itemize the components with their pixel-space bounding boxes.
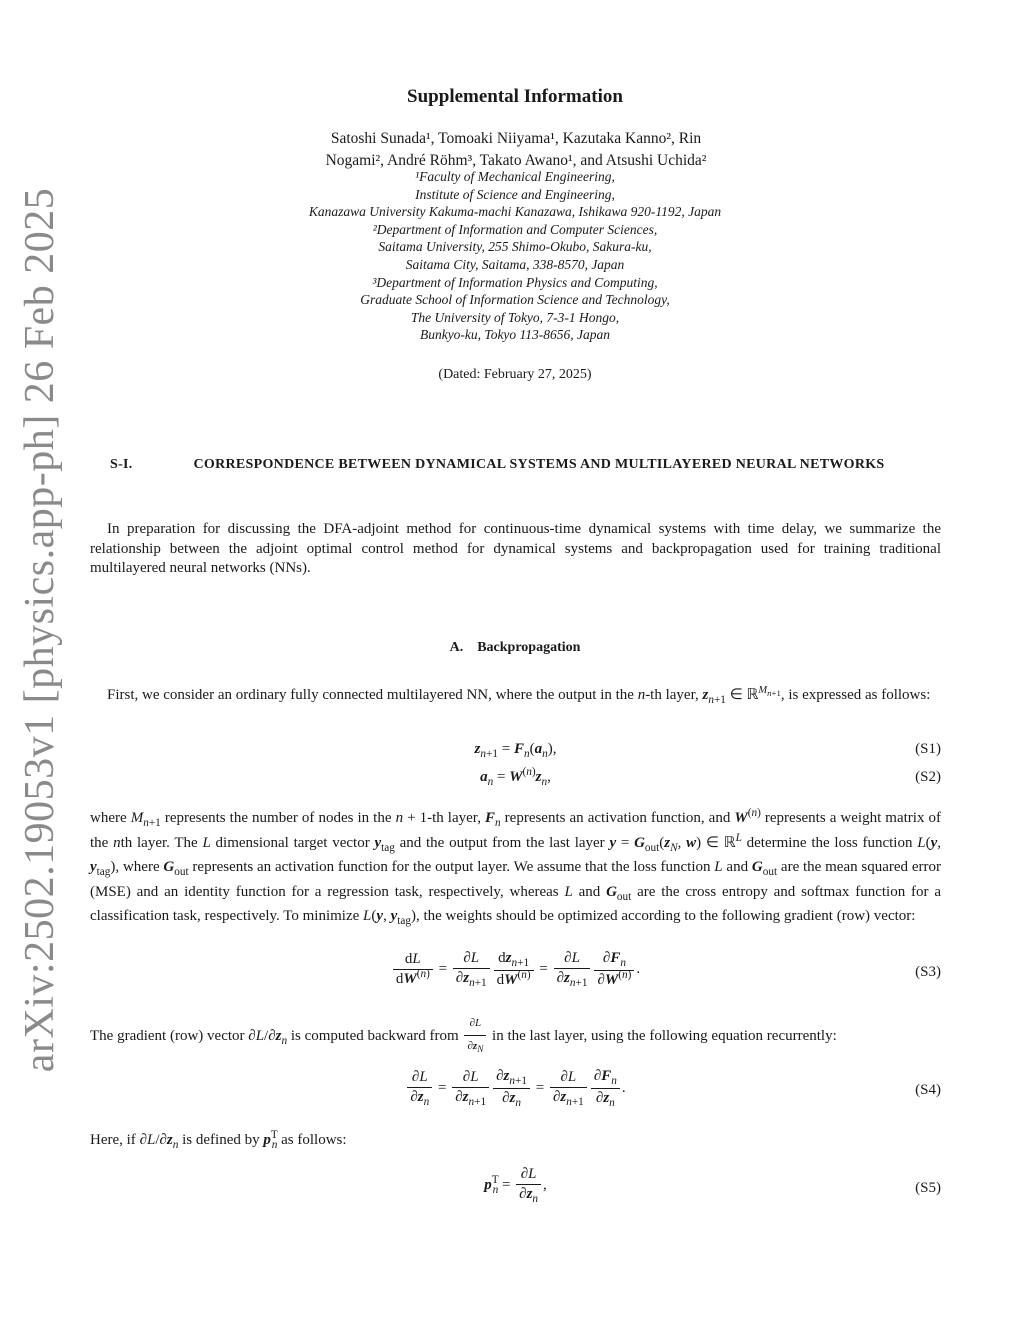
- author-line: Satoshi Sunada¹, Tomoaki Niiyama¹, Kazutaka Kanno², Rin: [330, 130, 702, 147]
- section-number: S-I.: [110, 457, 133, 472]
- affiliation-line: ¹Faculty of Mechanical Engineering,: [415, 169, 615, 184]
- equation-s4: $\frac{\partial L}{\partial z_n}$ = $\frac{\partial L}{\partial z_{n+1}}$ $\frac{\partial z_{n+1}}{\partial z_n}$ = $\frac{\partial L}{\partial z_{n+1}}$ $\frac{\partial F_n}{\partial z_n}$ . (S4): [90, 1068, 941, 1120]
- affiliation-line: ³Department of Information Physics and Computing,: [372, 274, 658, 290]
- paragraph-gradient: The gradient (row) vector $\partial L/\partial z_n$ is computed backward from $\frac{\partial L}{\partial z_N}$ in the last layer, using the following equation recurrently:: [90, 1014, 941, 1059]
- paragraph-loss-definition: where $M_{n+1}$ represents the number of nodes in the n + 1-th layer, $F_n$ represents an activation function, and $W^{(n)}$ represents a weight matrix of the nth layer. The L dimensional target vector $y_{tag}$ and the output from the last layer $y = G_{out}(z_N$, w) ∈ ℝ$^L$ determine the loss function L(y, $y_{tag}$), where $G_{out}$ represents an activation function for the output layer. We assume that the loss function L and $G_{out}$ are the mean squared error (MSE) and an identity function for a regression task, respectively, whereas L and $G_{out}$ are the cross entropy and softmax function for a classification task, respectively. To minimize L(y, $y_{tag}$), the weights should be optimized according to the following gradient (row) vector:: [90, 807, 941, 928]
- equation-tag: (S3): [915, 964, 941, 980]
- equation-tag: (S2): [915, 769, 941, 785]
- paper-page: arXiv:2502.19053v1 [physics.app-ph] 26 Feb 2025 Supplemental Information Satoshi Sunada¹, Tomoaki Niiyama¹, Kazutaka Kanno², Rin Nogami², André Röhm³, Takato Awano¹, and Atsushi Uchida² ¹Faculty of Mechanical Engineering, Institute of Science and Engineering, Kanazawa University Kakuma-machi Kanazawa, Ishikawa 920-1192, Japan ²Department of Information and Computer Sciences, Saitama University, 255 Shimo-Okubo, Sakura-ku, Saitama City, Saitama, 338-8570, Japan ³Department of Information Physics and Computing, Graduate School of Information Science and Technology, The University of Tokyo, 7-3-1 Hongo, Bunkyo-ku, Tokyo 113-8656, Japan (Dated: February 27, 2025) S-I. CORRESPONDENCE BETWEEN DYNAMICAL SYSTEMS AND MULTILAYERED NEURAL NETWORKS In preparation for discussing the DFA-adjoint method for continuous-time dynamical systems with time delay, we summarize the relationship between the adjoint optimal control method for dynamical systems and backpropagation used for training traditional multilayered neural networks (NNs). A. Backpropagation First, we consider an ordinary fully connected multilayered NN, where the output in the n-th layer, $z_{n+1}$ ∈ ℝ$^{M_{n+1}}$, is expressed as follows: $z_{n+1} = F_n(a_n)$, (S1) $a_n = W^{(n)}z_n$, (S2) where $M_{n+1}$ represents the number of nodes in the n + 1-th layer, $F_n$ represents an activation function, and $W^{(n)}$ represents a weight matrix of the nth layer. The L dimensional target vector $y_{tag}$ and the output from the last layer $y = G_{out}(z_N$, w) ∈ ℝ$^L$ determine the loss function L(y, $y_{tag}$), where $G_{out}$ represents an activation function for the output layer. We assume that the loss function L and $G_{out}$ are the mean squared error (MSE) and an identity function for a regression task, respectively, whereas L and $G_{out}$ are the cross entropy and softmax function for a classification task, respectively. To minimize L(y, $y_{tag}$), the weights should be optimized according to the following gradient (row) vector: $\frac{dL}{dW^{(n)}}$ = $\frac{\partial L}{\partial z_{n+1}}$ $\frac{dz_{n+1}}{dW^{(n)}}$ = $\frac{\partial L}{\partial z_{n+1}}$ $\frac{\partial F_n}{\partial W^{(n)}}$ . (S3) The gradient (row) vector $\partial L/\partial z_n$ is computed backward from $\frac{\partial L}{\partial z_N}$ in the last layer, using the following equation recurrently: $\frac{\partial L}{\partial z_n}$ = $\frac{\partial L}{\partial z_{n+1}}$ $\frac{\partial z_{n+1}}{\partial z_n}$ = $\frac{\partial L}{\partial z_{n+1}}$ $\frac{\partial F_n}{\partial z_n}$ . (S4) Here, if $\partial L/\partial z_n$ is defined by $p^T_n$ as follows: $p^T_n$ = $\frac{\partial L}{\partial z_n}$ , (S5): [0, 0, 1024, 1325]
- affiliations: [0, 168, 1024, 344]
- section-heading: [110, 456, 920, 474]
- affiliation-line: Bunkyo-ku, Tokyo 113-8656, Japan: [419, 327, 611, 343]
- paragraph-layer-output: First, we consider an ordinary fully connected multilayered NN, where the output in the n-th layer, $z_{n+1}$ ∈ ℝ$^{M_{n+1}}$, is expressed as follows:: [107, 685, 931, 706]
- paragraph-costate: Here, if $\partial L/\partial z_n$ is defined by $p^T_n$ as follows:: [90, 1129, 347, 1151]
- equation-s5: $p^T_n$ = $\frac{\partial L}{\partial z_n}$ , (S5): [484, 1166, 941, 1205]
- equation-s3: $\frac{dL}{dW^{(n)}}$ = $\frac{\partial L}{\partial z_{n+1}}$ $\frac{dz_{n+1}}{dW^{(n)}}$ = $\frac{\partial L}{\partial z_{n+1}}$ $\frac{\partial F_n}{\partial W^{(n)}}$ . (S3): [90, 950, 941, 1002]
- subsection-heading: [0, 640, 1024, 656]
- author-list: [260, 128, 772, 172]
- affiliation-line: ²Department of Information and Computer Sciences,: [372, 221, 658, 237]
- equation-tag: (S4): [915, 1082, 941, 1098]
- affiliation-line: Graduate School of Information Science and Technology,: [360, 292, 670, 308]
- author-line: Nogami², André Röhm³, Takato Awano¹, and Atsushi Uchida²: [325, 152, 707, 169]
- date-line: (Dated: February 27, 2025): [438, 367, 592, 382]
- subsection-number: A.: [449, 640, 464, 655]
- section-title: CORRESPONDENCE BETWEEN DYNAMICAL SYSTEMS AND MULTILAYERED NEURAL NETWORKS: [193, 457, 885, 472]
- paper-title: Supplemental Information: [407, 86, 623, 107]
- subsection-title: Backpropagation: [477, 640, 581, 655]
- equation-tag: (S1): [915, 741, 941, 757]
- affiliation-line: Saitama University, 255 Shimo-Okubo, Sakura-ku,: [378, 239, 652, 255]
- affiliation-line: The University of Tokyo, 7-3-1 Hongo,: [410, 309, 620, 325]
- arxiv-identifier[interactable]: arXiv:2502.19053v1 [physics.app-ph] 26 Feb 2025: [17, 187, 63, 1073]
- intro-paragraph: In preparation for discussing the DFA-adjoint method for continuous-time dynamical systems with time delay, we summarize the relationship between the adjoint optimal control method for dynamical systems and backpropagation used for training traditional multilayered neural networks (NNs).: [90, 521, 941, 577]
- affiliation-line: Kanazawa University Kakuma-machi Kanazawa, Ishikawa 920-1192, Japan: [308, 204, 722, 220]
- affiliation-line: Saitama City, Saitama, 338-8570, Japan: [405, 256, 625, 272]
- affiliation-line: Institute of Science and Engineering,: [415, 186, 615, 202]
- equation-tag: (S5): [915, 1180, 941, 1196]
